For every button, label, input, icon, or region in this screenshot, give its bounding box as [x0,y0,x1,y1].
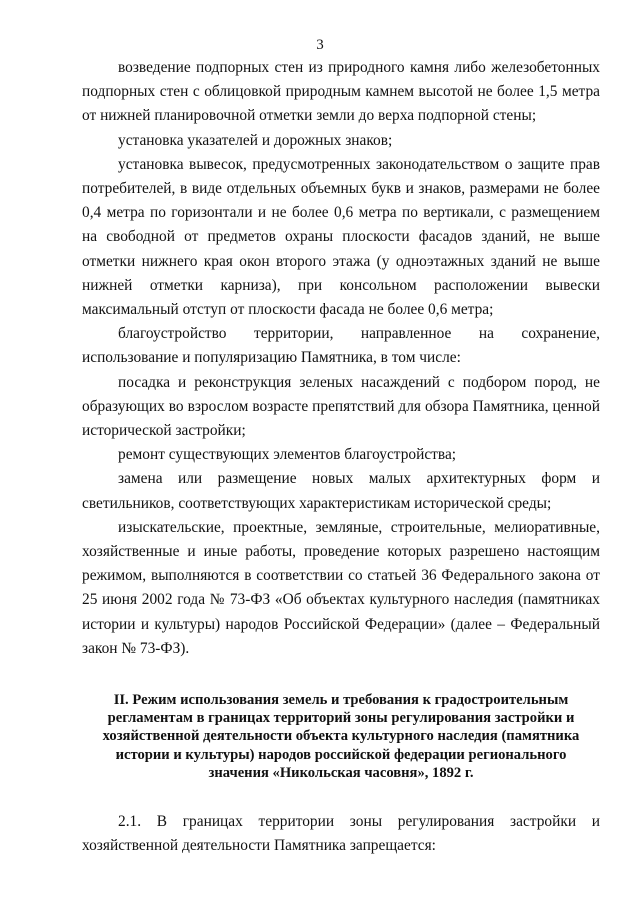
section-heading: II. Режим использования земель и требования к градостроительным регламентам в границах территорий зоны регулирования застройки и хозяйственной деятельности объекта культурного наследия (памятника истории и культуры) народов российской федерации регионального значения «Никольская часовня», 1892 г. [102,692,580,781]
paragraph-works: изыскательские, проектные, земляные, строительные, мелиоративные, хозяйственные и иные работы, проведение которых разрешено настоящим режимом, выполняются в соответствии со статьей 36 Федерального закона от 25 июня 2002 года № 73-ФЗ «Об объектах культурного наследия (памятниках истории и культуры) народов Российской Федерации» (далее – Федеральный закон № 73-ФЗ). [82,518,600,657]
document-body [82,56,600,859]
paragraph-planting: посадка и реконструкция зеленых насаждений с подбором пород, не образующих во взрослом возрасте препятствий для обзора Памятника, ценной исторической застройки; [82,373,600,440]
paragraph-retaining-walls: возведение подпорных стен из природного камня либо железобетонных подпорных стен с облицовкой природным камнем высотой не более 1,5 метра от нижней планировочной отметки земли до верха подпорной стены; [82,59,600,125]
paragraph-small-forms: замена или размещение новых малых архитектурных форм и светильников, соответствующих характеристикам исторической среды; [82,470,600,512]
paragraph-signs: установка указателей и дорожных знаков; [118,131,393,149]
paragraph-landscaping: благоустройство территории, направленное на сохранение, использование и популяризацию Памятника, в том числе: [82,325,600,367]
paragraph-prohibitions: 2.1. В границах территории зоны регулирования застройки и хозяйственной деятельности Памятника запрещается: [82,813,600,855]
page-number: 3 [316,37,324,53]
paragraph-repair: ремонт существующих элементов благоустройства; [118,446,457,464]
paragraph-signboards: установка вывесок, предусмотренных законодательством о защите прав потребителей, в виде отдельных объемных букв и знаков, размерами не более 0,4 метра по горизонтали и не более 0,6 метра по вертикали, с размещением на свободной от предметов охраны плоскости фасадов зданий, не выше отметки нижнего края окон второго этажа (у одноэтажных зданий не выше нижней отметки карниза), при консольном расположении вывески максимальный отступ от плоскости фасада не более 0,6 метра; [82,155,600,319]
